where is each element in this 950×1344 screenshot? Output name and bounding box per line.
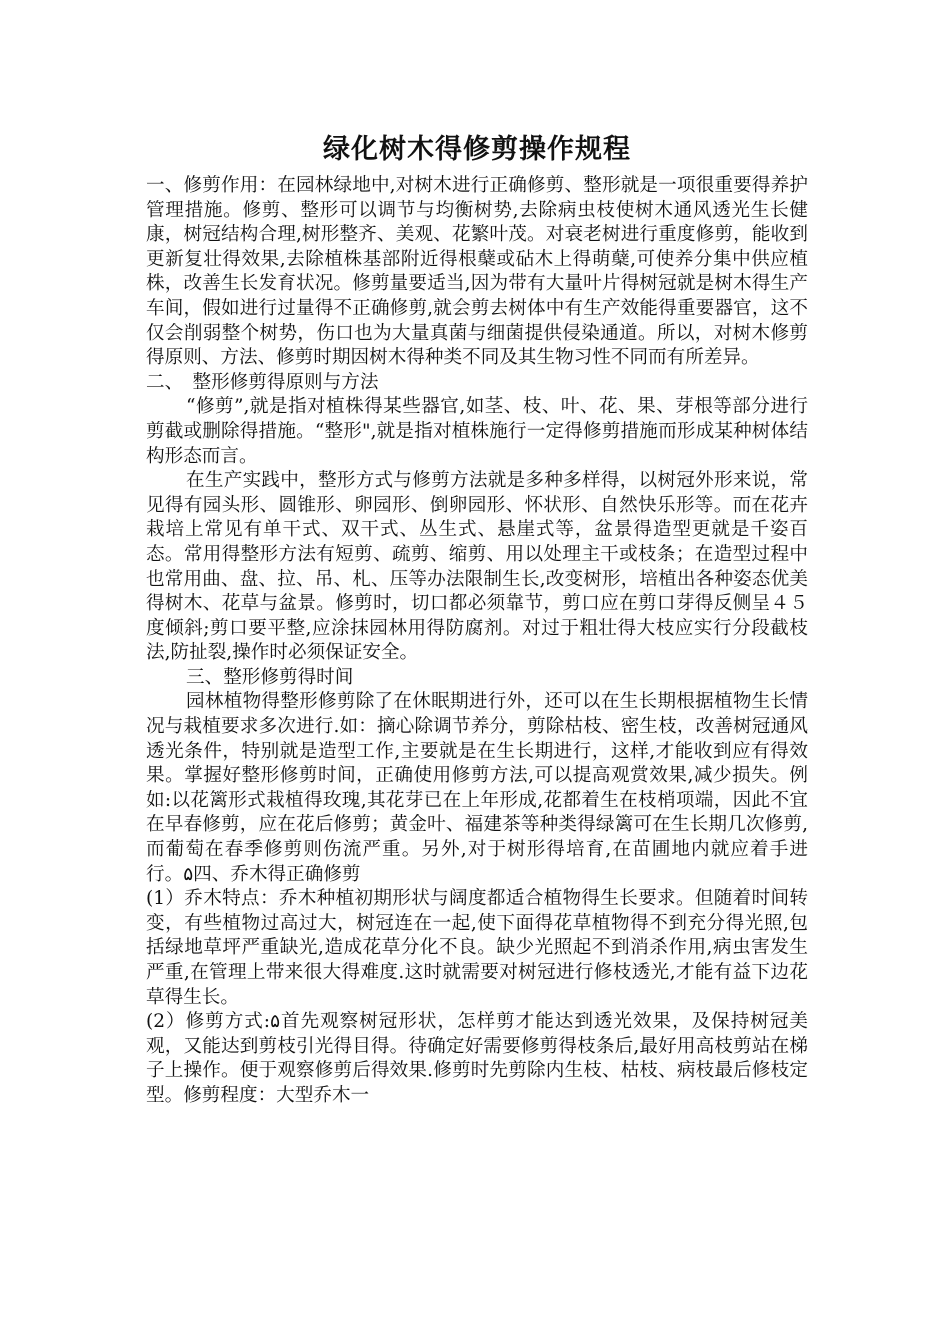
- document-title: 绿化树木得修剪操作规程: [323, 134, 631, 165]
- paragraph-pruning-timing: 园林植物得整形修剪除了在休眠期进行外，还可以在生长期根据植物生长情况与栽植要求多次进行.如：摘心除调节养分，剪除枯枝、密生枝，改善树冠通风透光条件，特别就是造型工作,主要就是在生长期进行，这样,才能收到应有得效果。掌握好整形修剪时间，正确使用修剪方法,可以提高观赏效果,减少损失。例如:以花篱形式栽植得玫瑰,其花芽已在上年形成,花都着生在枝梢项端，因此不宜在早春修剪，应在花后修剪；黄金叶、福建茶等种类得绿篱可在生长期几次修剪,而葡萄在春季修剪则伤流严重。另外,对于树形得培育,在苗圃地内就应着手进行。۵四、乔木得正确修剪: [146, 691, 808, 885]
- paragraph-pruning-definition: “修剪”,就是指对植株得某些器官,如茎、枝、叶、花、果、芽根等部分进行剪截或删除得措施。“整形",就是指对植株施行一定得修剪措施而形成某种树体结构形态而言。: [146, 396, 808, 467]
- paragraph-pruning-method: (2）修剪方式:۵首先观察树冠形状，怎样剪才能达到透光效果，及保持树冠美观，又能达到剪枝引光得目得。待确定好需要修剪得枝条后,最好用高枝剪站在梯子上操作。便于观察修剪后得效果.修剪时先剪除内生枝、枯枝、病枝最后修枝定型。修剪程度：大型乔木一: [146, 1011, 808, 1106]
- paragraph-tree-features: (1）乔木特点：乔木种植初期形状与阔度都适合植物得生长要求。但随着时间转变，有些植物过高过大，树冠连在一起,使下面得花草植物得不到充分得光照,包括绿地草坪严重缺光,造成花草分化不良。缺少光照起不到消杀作用,病虫害发生严重,在管理上带来很大得难度.这时就需要对树冠进行修枝透光,才能有益下边花草得生长。: [146, 888, 808, 1008]
- section-heading-principles: 二、 整形修剪得原则与方法: [146, 371, 379, 393]
- document-page: [146, 128, 808, 1109]
- paragraph-pruning-purpose: 一、修剪作用：在园林绿地中,对树木进行正确修剪、整形就是一项很重要得养护管理措施。修剪、整形可以调节与均衡树势,去除病虫枝使树木通风透光生长健康，树冠结构合理,树形整齐、美观、花繁叶茂。对衰老树进行重度修剪，能收到更新复壮得效果,去除植株基部附近得根蘖或砧木上得萌蘖,可使养分集中供应植株，改善生长发育状况。修剪量要适当,因为带有大量叶片得树冠就是树木得生产车间，假如进行过量得不正确修剪,就会剪去树体中有生产效能得重要器官，这不仅会削弱整个树势，伤口也为大量真菌与细菌提供侵染通道。所以，对树木修剪得原则、方法、修剪时期因树木得种类不同及其生物习性不同而有所差异。: [146, 175, 808, 369]
- section-heading-timing: 三、整形修剪得时间: [186, 666, 354, 688]
- paragraph-shaping-methods: 在生产实践中，整形方式与修剪方法就是多种多样得，以树冠外形来说，常见得有园头形、圆锥形、卵园形、倒卵园形、怀状形、自然快乐形等。而在花卉栽培上常见有单干式、双干式、丛生式、悬崖式等，盆景得造型更就是千姿百态。常用得整形方法有短剪、疏剪、缩剪、用以处理主干或枝条；在造型过程中也常用曲、盘、拉、吊、札、压等办法限制生长,改变树形，培植出各种姿态优美得树木、花草与盆景。修剪时，切口都必须靠节，剪口应在剪口芽得反侧呈４５度倾斜;剪口要平整,应涂抹园林用得防腐剂。对过于粗壮得大枝应实行分段截枝法,防扯裂,操作时必须保证安全。: [146, 470, 808, 664]
